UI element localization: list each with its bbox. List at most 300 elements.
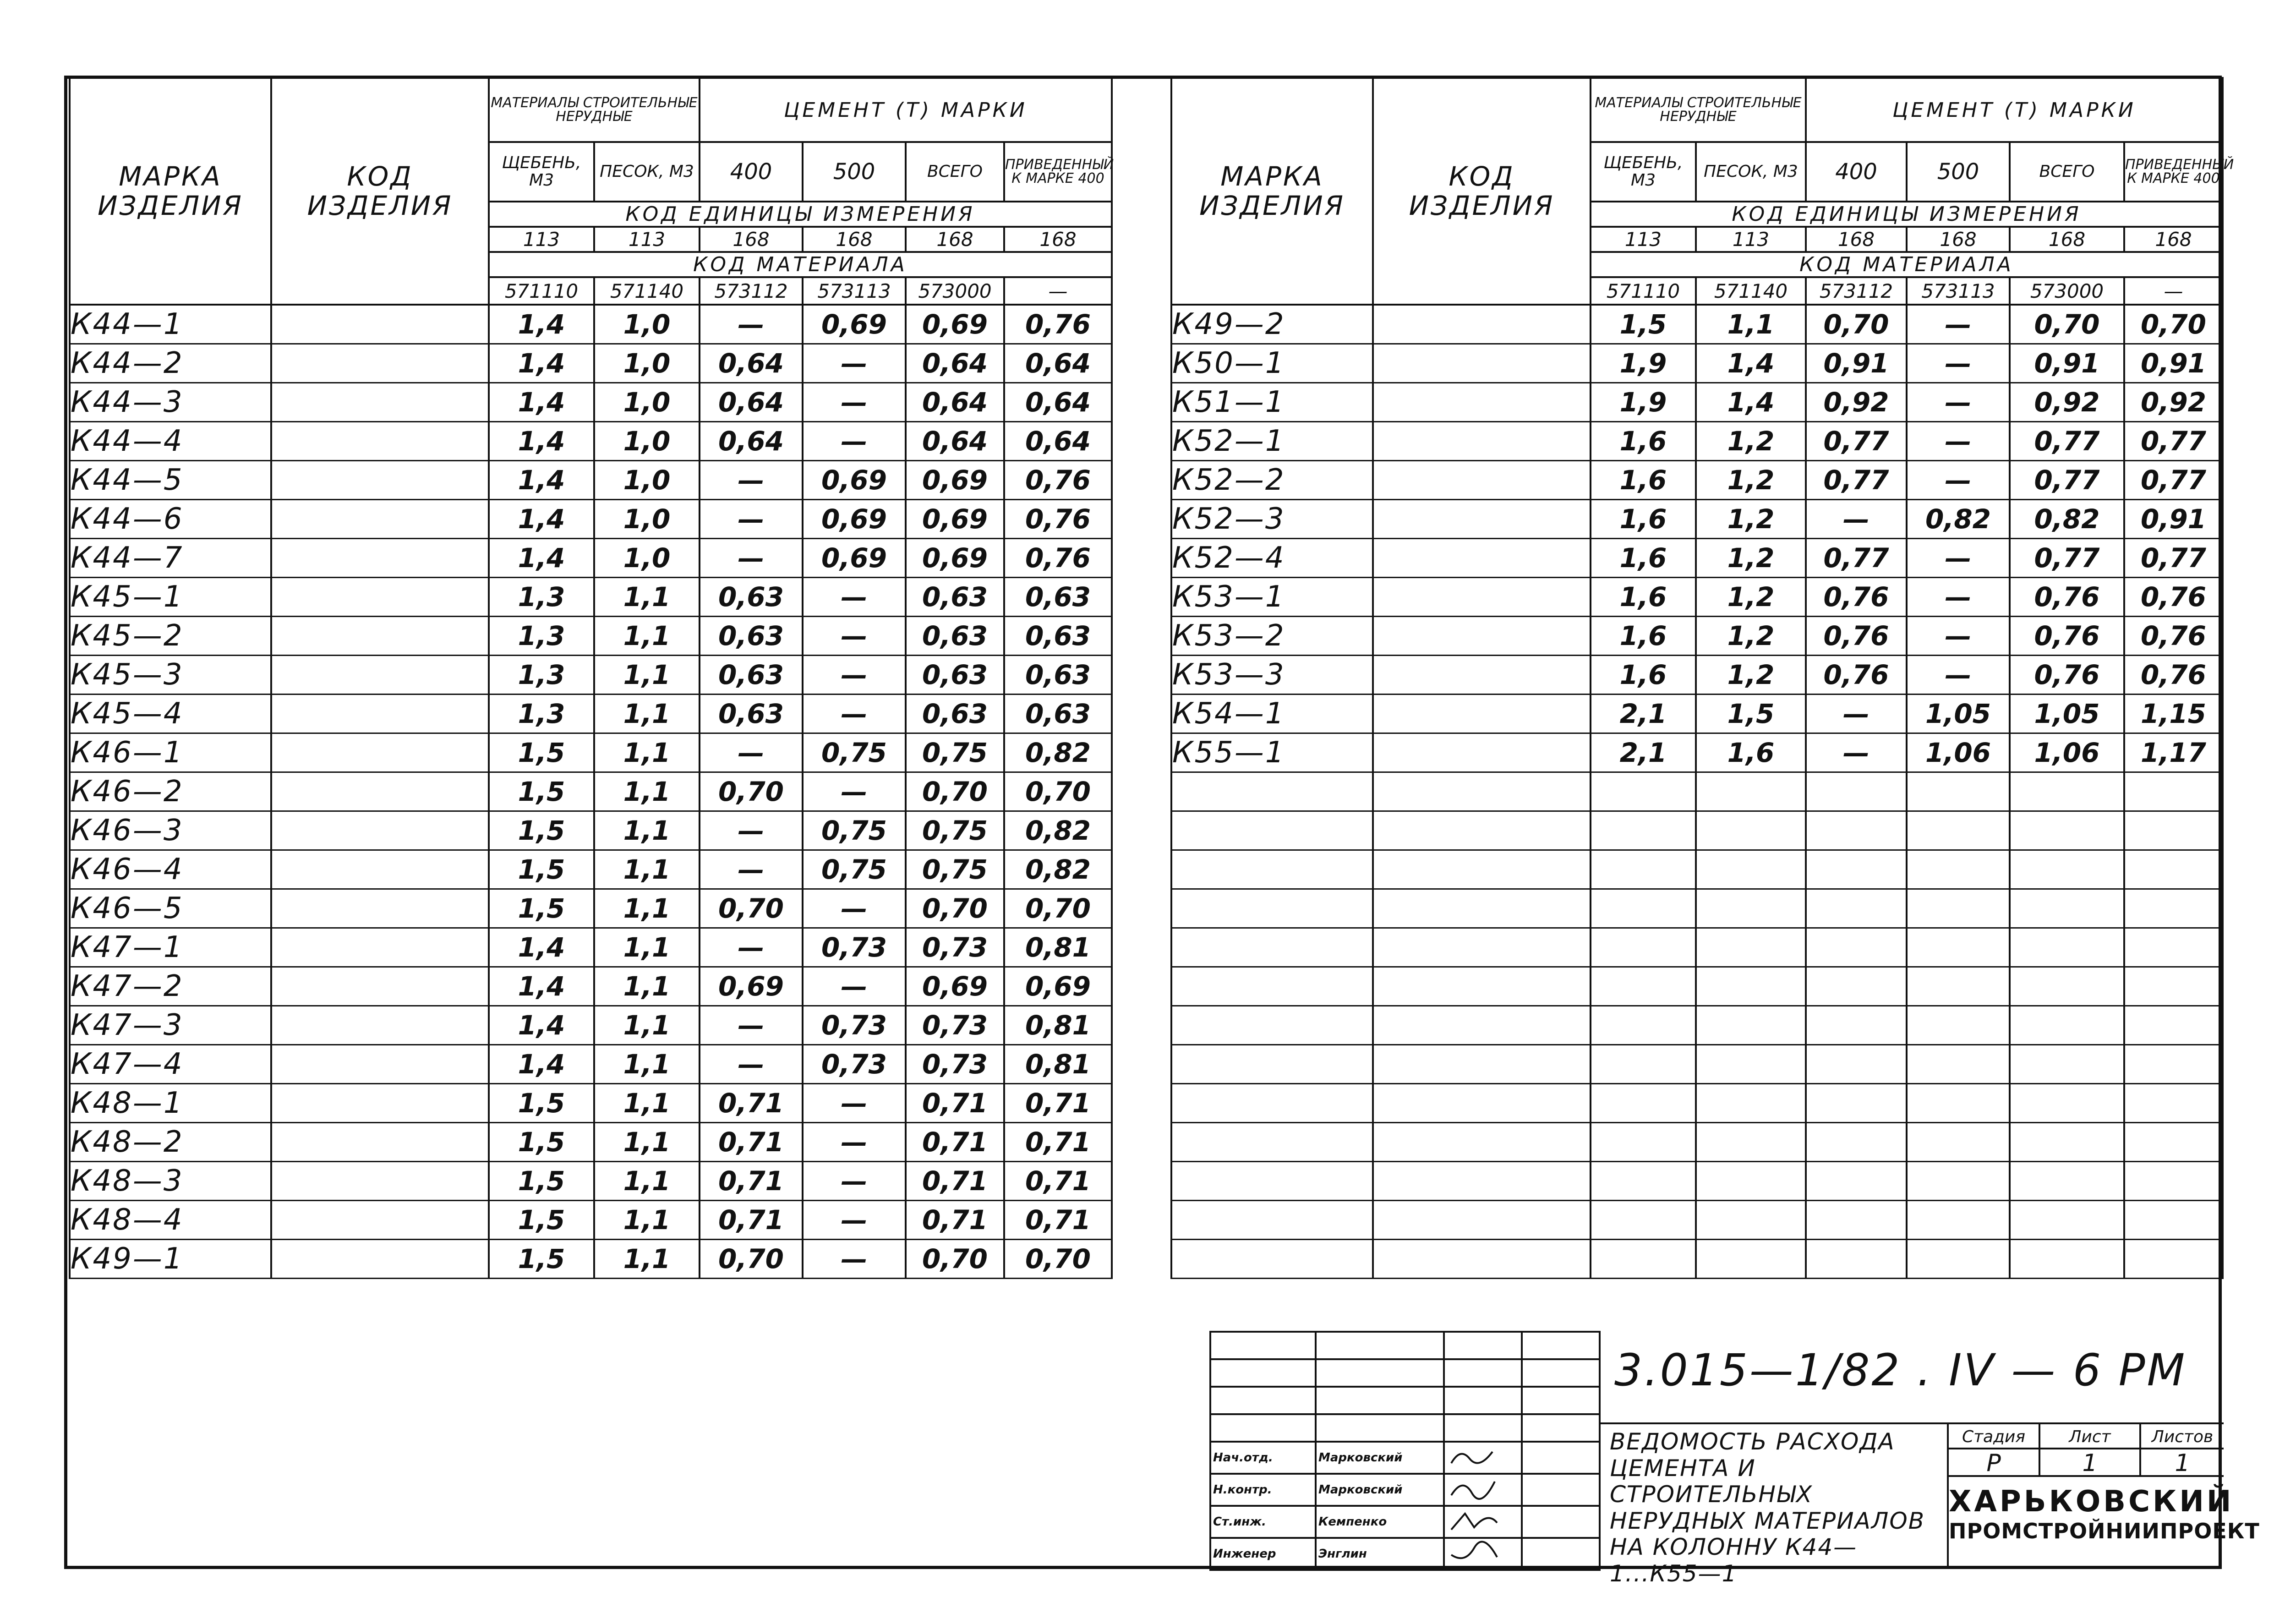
- empty-cell: [1373, 1045, 1591, 1084]
- product-mark: К47—3: [70, 1006, 271, 1045]
- empty-cell: [1373, 889, 1591, 928]
- value-cell: 1,5: [489, 772, 594, 811]
- empty-cell: [1907, 889, 2010, 928]
- product-code: [271, 422, 489, 461]
- empty-cell: [1591, 1162, 1696, 1201]
- value-cell: —: [700, 733, 803, 772]
- empty-cell: [1171, 1201, 1373, 1240]
- value-cell: 0,75: [803, 811, 906, 850]
- signature-mark: [1444, 1474, 1522, 1506]
- value-cell: 0,91: [2124, 344, 2223, 383]
- value-cell: 0,73: [803, 1006, 906, 1045]
- value-cell: —: [700, 305, 803, 344]
- empty-cell: [1171, 1123, 1373, 1162]
- value-cell: —: [700, 1045, 803, 1084]
- value-cell: 1,1: [594, 1162, 700, 1201]
- empty-cell: [2010, 1045, 2124, 1084]
- table-row: [1171, 811, 2223, 850]
- empty-cell: [2010, 1006, 2124, 1045]
- value-cell: 1,1: [1696, 305, 1806, 344]
- value-cell: —: [1907, 539, 2010, 578]
- table-row: [1171, 656, 2223, 694]
- value-cell: 0,71: [1004, 1162, 1112, 1201]
- value-cell: 0,63: [700, 617, 803, 656]
- empty-cell: [2124, 850, 2223, 889]
- table-row: [1171, 694, 2223, 733]
- value-cell: 1,1: [594, 694, 700, 733]
- empty-cell: [2010, 889, 2124, 928]
- value-cell: 0,71: [906, 1201, 1004, 1240]
- product-code: [1373, 500, 1591, 539]
- table-row: [70, 811, 1112, 850]
- value-cell: 0,92: [1806, 383, 1907, 422]
- product-mark: К46—2: [70, 772, 271, 811]
- table-row: [70, 305, 1112, 344]
- value-cell: 1,2: [1696, 461, 1806, 500]
- value-cell: —: [803, 694, 906, 733]
- unit-code-cell: 113: [594, 227, 700, 252]
- value-cell: 1,5: [489, 1162, 594, 1201]
- value-cell: 0,71: [700, 1123, 803, 1162]
- empty-cell: [1806, 1162, 1907, 1201]
- material-code-cell: —: [2124, 277, 2223, 305]
- value-cell: 0,70: [906, 1240, 1004, 1279]
- empty-cell: [1907, 928, 2010, 967]
- value-cell: 1,1: [594, 1201, 700, 1240]
- empty-cell: [2010, 850, 2124, 889]
- value-cell: —: [1907, 344, 2010, 383]
- value-cell: 0,76: [2124, 578, 2223, 617]
- value-cell: 1,6: [1591, 539, 1696, 578]
- value-cell: —: [803, 1201, 906, 1240]
- document-description: ВЕДОМОСТЬ РАСХОДА ЦЕМЕНТА И СТРОИТЕЛЬНЫХ НЕРУДНЫХ МАТЕРИАЛОВ НА КОЛОННУ К44—1...К55—1: [1601, 1422, 1949, 1569]
- empty-cell: [2124, 1162, 2223, 1201]
- value-cell: 1,4: [489, 461, 594, 500]
- value-cell: 0,70: [700, 889, 803, 928]
- signature-role: Н.контр.: [1210, 1474, 1316, 1506]
- table-row: [1171, 889, 2223, 928]
- value-cell: 1,15: [2124, 694, 2223, 733]
- empty-cell: [1591, 889, 1696, 928]
- table-row: [70, 1201, 1112, 1240]
- value-cell: 0,73: [906, 1045, 1004, 1084]
- value-cell: 0,76: [2124, 617, 2223, 656]
- signature-mark: [1444, 1538, 1522, 1570]
- empty-cell: [1696, 772, 1806, 811]
- product-code: [271, 772, 489, 811]
- value-cell: 0,75: [803, 733, 906, 772]
- empty-cell: [2124, 811, 2223, 850]
- value-cell: 1,5: [489, 1084, 594, 1123]
- value-cell: 0,70: [1004, 889, 1112, 928]
- empty-cell: [1373, 1084, 1591, 1123]
- value-cell: 1,6: [1591, 578, 1696, 617]
- value-cell: —: [803, 1123, 906, 1162]
- c500-header: 500: [803, 142, 906, 202]
- empty-cell: [1696, 1162, 1806, 1201]
- product-code: [271, 1006, 489, 1045]
- value-cell: 1,0: [594, 461, 700, 500]
- value-cell: 0,76: [1004, 461, 1112, 500]
- material-code-cell: 571110: [1591, 277, 1696, 305]
- value-cell: 1,3: [489, 617, 594, 656]
- value-cell: 1,6: [1591, 422, 1696, 461]
- table-row: [70, 694, 1112, 733]
- value-cell: 0,64: [906, 422, 1004, 461]
- value-cell: 0,73: [906, 928, 1004, 967]
- value-cell: 0,91: [1806, 344, 1907, 383]
- empty-cell: [1591, 1084, 1696, 1123]
- product-mark: К48—3: [70, 1162, 271, 1201]
- table-row: [1171, 1045, 2223, 1084]
- empty-cell: [1696, 928, 1806, 967]
- product-mark: К47—1: [70, 928, 271, 967]
- empty-cell: [2124, 1006, 2223, 1045]
- value-cell: 0,77: [2124, 461, 2223, 500]
- signature-mark: [1444, 1442, 1522, 1474]
- value-cell: 0,75: [906, 850, 1004, 889]
- unit-code-cell: 168: [700, 227, 803, 252]
- value-cell: 0,64: [1004, 422, 1112, 461]
- gravel-header: ЩЕБЕНЬ, М3: [489, 142, 594, 202]
- empty-cell: [1373, 772, 1591, 811]
- unit-code-cell: 168: [1806, 227, 1907, 252]
- value-cell: 0,71: [1004, 1084, 1112, 1123]
- empty-cell: [1591, 772, 1696, 811]
- value-cell: 1,4: [489, 383, 594, 422]
- c500-header: 500: [1907, 142, 2010, 202]
- value-cell: 0,77: [2010, 422, 2124, 461]
- product-code: [271, 383, 489, 422]
- signature-row: [1210, 1474, 1600, 1506]
- value-cell: —: [700, 461, 803, 500]
- value-cell: 0,76: [2010, 617, 2124, 656]
- unit-code-cell: 168: [1004, 227, 1112, 252]
- value-cell: 0,63: [906, 656, 1004, 694]
- value-cell: 0,82: [2010, 500, 2124, 539]
- value-cell: 0,69: [906, 461, 1004, 500]
- empty-cell: [2010, 1084, 2124, 1123]
- product-mark: К52—4: [1171, 539, 1373, 578]
- value-cell: 1,1: [594, 1084, 700, 1123]
- value-cell: 1,4: [489, 539, 594, 578]
- empty-cell: [1696, 1045, 1806, 1084]
- table-row: [70, 656, 1112, 694]
- product-code: [271, 500, 489, 539]
- value-cell: —: [803, 656, 906, 694]
- product-mark: К48—2: [70, 1123, 271, 1162]
- value-cell: 0,63: [906, 694, 1004, 733]
- value-cell: 1,2: [1696, 617, 1806, 656]
- product-mark: К51—1: [1171, 383, 1373, 422]
- product-code: [271, 1084, 489, 1123]
- organization-line2: ПРОМСТРОЙНИИПРОЕКТ: [1949, 1519, 2260, 1543]
- signature-row: [1210, 1506, 1600, 1538]
- unit-code-cell: 113: [489, 227, 594, 252]
- value-cell: 0,71: [906, 1162, 1004, 1201]
- product-code: [1373, 656, 1591, 694]
- value-cell: 2,1: [1591, 733, 1696, 772]
- value-cell: 1,4: [489, 1006, 594, 1045]
- table-row: [1171, 850, 2223, 889]
- product-mark: К44—3: [70, 383, 271, 422]
- empty-cell: [2124, 1123, 2223, 1162]
- value-cell: 1,0: [594, 305, 700, 344]
- empty-cell: [1373, 1123, 1591, 1162]
- value-cell: —: [803, 967, 906, 1006]
- empty-cell: [1373, 850, 1591, 889]
- value-cell: 0,77: [1806, 422, 1907, 461]
- value-cell: 1,6: [1696, 733, 1806, 772]
- value-cell: 1,5: [489, 1201, 594, 1240]
- table-row: [70, 1240, 1112, 1279]
- empty-cell: [2010, 967, 2124, 1006]
- product-code: [271, 694, 489, 733]
- product-mark: К55—1: [1171, 733, 1373, 772]
- signature-role: Инженер: [1210, 1538, 1316, 1570]
- reduced-header: ПРИВЕДЕННЫЙ К МАРКЕ 400: [1004, 142, 1112, 202]
- empty-cell: [1171, 1162, 1373, 1201]
- product-mark: К44—1: [70, 305, 271, 344]
- value-cell: —: [1907, 578, 2010, 617]
- col-code-header: КОД ИЗДЕЛИЯ: [1373, 78, 1591, 305]
- empty-cell: [1171, 967, 1373, 1006]
- organization: [1949, 1479, 2260, 1571]
- signature-mark: [1444, 1506, 1522, 1538]
- value-cell: 0,64: [1004, 383, 1112, 422]
- value-cell: 1,1: [594, 578, 700, 617]
- value-cell: 0,70: [2010, 305, 2124, 344]
- value-cell: 0,70: [2124, 305, 2223, 344]
- empty-cell: [1907, 1006, 2010, 1045]
- value-cell: 0,81: [1004, 1045, 1112, 1084]
- value-cell: 1,2: [1696, 500, 1806, 539]
- empty-cell: [1171, 850, 1373, 889]
- empty-cell: [1696, 1240, 1806, 1279]
- product-mark: К52—2: [1171, 461, 1373, 500]
- empty-cell: [2010, 811, 2124, 850]
- value-cell: 0,63: [700, 578, 803, 617]
- empty-cell: [2124, 1240, 2223, 1279]
- empty-cell: [2124, 1084, 2223, 1123]
- empty-cell: [1171, 928, 1373, 967]
- table-row: [70, 772, 1112, 811]
- sheet-value: 1: [2040, 1449, 2141, 1477]
- value-cell: 0,70: [906, 772, 1004, 811]
- gravel-header: ЩЕБЕНЬ, М3: [1591, 142, 1696, 202]
- value-cell: 0,82: [1004, 811, 1112, 850]
- unit-code-cell: 113: [1591, 227, 1696, 252]
- product-mark: К53—1: [1171, 578, 1373, 617]
- value-cell: 1,1: [594, 772, 700, 811]
- value-cell: 0,64: [906, 383, 1004, 422]
- title-block: [1209, 1331, 2260, 1587]
- table-row: [1171, 422, 2223, 461]
- empty-cell: [1696, 967, 1806, 1006]
- product-code: [271, 344, 489, 383]
- signature-name: Кемпенко: [1316, 1506, 1444, 1538]
- empty-cell: [2010, 1240, 2124, 1279]
- value-cell: —: [803, 422, 906, 461]
- value-cell: 0,73: [803, 1045, 906, 1084]
- unit-code-label: КОД ЕДИНИЦЫ ИЗМЕРЕНИЯ: [1591, 202, 2223, 227]
- table-row: [1171, 1240, 2223, 1279]
- value-cell: 1,5: [1591, 305, 1696, 344]
- empty-cell: [1591, 1006, 1696, 1045]
- value-cell: 0,77: [1806, 539, 1907, 578]
- value-cell: 0,63: [700, 694, 803, 733]
- value-cell: 0,92: [2010, 383, 2124, 422]
- value-cell: 0,69: [803, 500, 906, 539]
- product-code: [1373, 383, 1591, 422]
- value-cell: 1,9: [1591, 383, 1696, 422]
- product-code: [1373, 461, 1591, 500]
- table-row: [70, 1084, 1112, 1123]
- value-cell: 0,91: [2010, 344, 2124, 383]
- product-mark: К52—3: [1171, 500, 1373, 539]
- value-cell: —: [1907, 305, 2010, 344]
- product-mark: К44—2: [70, 344, 271, 383]
- product-mark: К48—4: [70, 1201, 271, 1240]
- empty-cell: [1171, 889, 1373, 928]
- value-cell: 1,17: [2124, 733, 2223, 772]
- product-mark: К46—5: [70, 889, 271, 928]
- value-cell: —: [700, 850, 803, 889]
- table-row: [1171, 1123, 2223, 1162]
- product-code: [1373, 344, 1591, 383]
- title-block-main: [1599, 1331, 2260, 1587]
- value-cell: 1,6: [1591, 617, 1696, 656]
- empty-cell: [1171, 772, 1373, 811]
- value-cell: —: [700, 539, 803, 578]
- value-cell: 1,4: [489, 500, 594, 539]
- value-cell: 0,76: [1806, 617, 1907, 656]
- unit-code-cell: 168: [2010, 227, 2124, 252]
- materials-header: МАТЕРИАЛЫ СТРОИТЕЛЬНЫЕ НЕРУДНЫЕ: [1591, 78, 1806, 142]
- empty-cell: [1907, 1162, 2010, 1201]
- table-row: [70, 889, 1112, 928]
- empty-cell: [1696, 889, 1806, 928]
- empty-cell: [1907, 772, 2010, 811]
- value-cell: 0,81: [1004, 928, 1112, 967]
- empty-cell: [1806, 889, 1907, 928]
- table-row: [70, 539, 1112, 578]
- empty-cell: [1806, 850, 1907, 889]
- value-cell: 1,1: [594, 1006, 700, 1045]
- product-mark: К45—4: [70, 694, 271, 733]
- product-mark: К48—1: [70, 1084, 271, 1123]
- product-mark: К44—7: [70, 539, 271, 578]
- value-cell: 0,82: [1004, 850, 1112, 889]
- value-cell: 1,2: [1696, 539, 1806, 578]
- product-code: [1373, 617, 1591, 656]
- product-mark: К47—4: [70, 1045, 271, 1084]
- material-code-cell: 573113: [803, 277, 906, 305]
- value-cell: 1,6: [1591, 656, 1696, 694]
- value-cell: 0,64: [1004, 344, 1112, 383]
- value-cell: —: [700, 1006, 803, 1045]
- signature-name: Марковский: [1316, 1474, 1444, 1506]
- empty-cell: [2124, 889, 2223, 928]
- value-cell: 0,82: [1907, 500, 2010, 539]
- value-cell: 0,77: [2124, 539, 2223, 578]
- empty-cell: [1806, 1084, 1907, 1123]
- table-row: [70, 500, 1112, 539]
- value-cell: 1,4: [1696, 383, 1806, 422]
- value-cell: 0,76: [1806, 578, 1907, 617]
- empty-cell: [1907, 811, 2010, 850]
- product-code: [271, 656, 489, 694]
- value-cell: —: [803, 889, 906, 928]
- value-cell: 0,63: [1004, 617, 1112, 656]
- signature-name: Энглин: [1316, 1538, 1444, 1570]
- value-cell: 0,76: [1004, 305, 1112, 344]
- value-cell: 0,76: [1004, 500, 1112, 539]
- empty-cell: [1373, 1006, 1591, 1045]
- signature-row: [1210, 1442, 1600, 1474]
- value-cell: 1,1: [594, 928, 700, 967]
- table-row: [70, 967, 1112, 1006]
- document-code: 3.015—1/82 . IV — 6 РМ: [1614, 1345, 2187, 1396]
- value-cell: 0,81: [1004, 1006, 1112, 1045]
- material-code-cell: 573112: [1806, 277, 1907, 305]
- value-cell: 0,63: [1004, 578, 1112, 617]
- stage-box: [1949, 1422, 2260, 1569]
- value-cell: 1,1: [594, 811, 700, 850]
- signature-name: Марковский: [1316, 1442, 1444, 1474]
- material-code-cell: 571140: [1696, 277, 1806, 305]
- product-mark: К44—5: [70, 461, 271, 500]
- product-mark: К49—1: [70, 1240, 271, 1279]
- value-cell: —: [1907, 422, 2010, 461]
- material-code-cell: 573000: [906, 277, 1004, 305]
- reduced-header: ПРИВЕДЕННЫЙ К МАРКЕ 400: [2124, 142, 2223, 202]
- cement-header: ЦЕМЕНТ (Т) МАРКИ: [700, 78, 1112, 142]
- signature-role: Нач.отд.: [1210, 1442, 1316, 1474]
- product-code: [271, 811, 489, 850]
- empty-cell: [1591, 928, 1696, 967]
- value-cell: 0,76: [2124, 656, 2223, 694]
- value-cell: 1,3: [489, 578, 594, 617]
- table-row: [1171, 539, 2223, 578]
- value-cell: 0,64: [700, 422, 803, 461]
- empty-cell: [2010, 928, 2124, 967]
- signature-row: [1210, 1538, 1600, 1570]
- value-cell: 1,5: [1696, 694, 1806, 733]
- table-row: [1171, 344, 2223, 383]
- unit-code-cell: 168: [803, 227, 906, 252]
- value-cell: 1,6: [1591, 461, 1696, 500]
- table-row: [1171, 967, 2223, 1006]
- empty-cell: [1806, 928, 1907, 967]
- value-cell: 0,70: [1004, 1240, 1112, 1279]
- value-cell: 0,77: [2010, 539, 2124, 578]
- product-mark: К46—1: [70, 733, 271, 772]
- product-mark: К44—4: [70, 422, 271, 461]
- left-spec-table: [69, 77, 1113, 1279]
- signature-role: Ст.инж.: [1210, 1506, 1316, 1538]
- empty-cell: [1907, 850, 2010, 889]
- signature-grid: [1209, 1331, 1601, 1571]
- empty-cell: [1907, 1084, 2010, 1123]
- empty-cell: [1373, 928, 1591, 967]
- empty-cell: [1696, 1006, 1806, 1045]
- value-cell: 1,05: [2010, 694, 2124, 733]
- empty-cell: [2124, 967, 2223, 1006]
- value-cell: 1,2: [1696, 656, 1806, 694]
- empty-cell: [1696, 1084, 1806, 1123]
- stage-label: Стадия: [1949, 1424, 2040, 1449]
